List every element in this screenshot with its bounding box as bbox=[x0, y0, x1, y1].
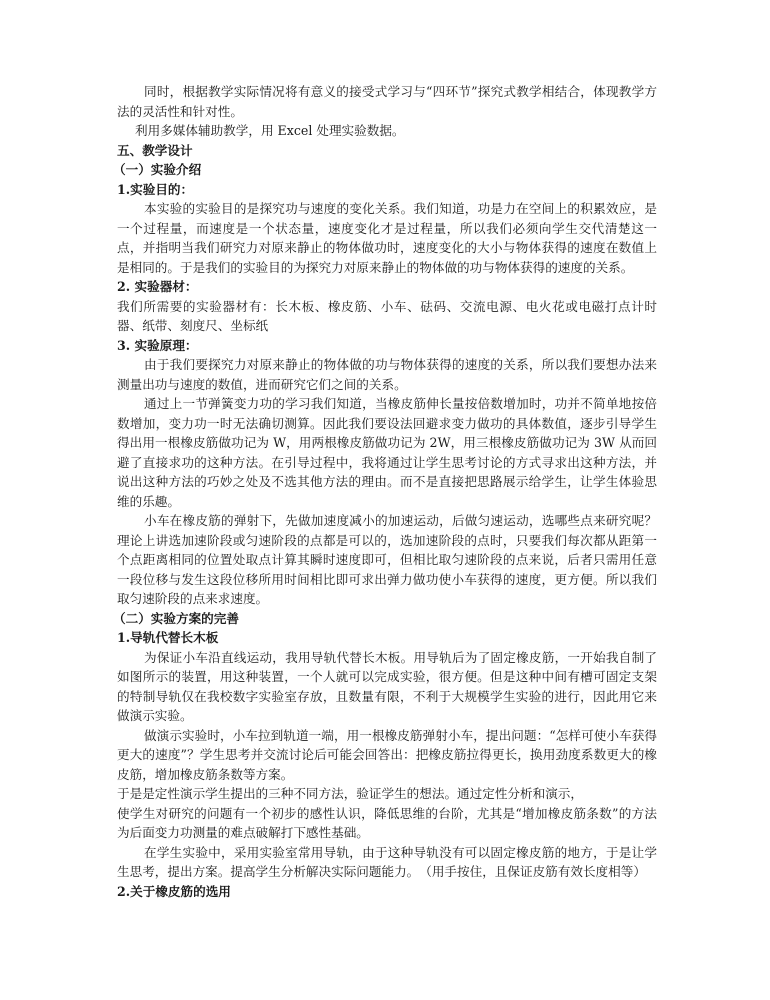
subsection-heading: （一）实验介绍 bbox=[113, 162, 202, 177]
document-body bbox=[113, 82, 657, 901]
item-heading: 2.关于橡皮筋的选用 bbox=[117, 883, 231, 899]
paragraph: 通过上一节弹簧变力功的学习我们知道，当橡皮筋伸长量按倍数增加时，功并不简单地按倍数增加，变力功一时无法确切测算。因此我们要设法回避求变力做功的具体数值，逐步引导学生得出用一根橡皮筋做功记为 W，用两根橡皮筋做功记为 2W，用三根橡皮筋做功记为 3W 从而回避了直接求功的这种方法。在引导过程中，我将通过让学生思考讨论的方式寻求出这种方法，并说出这种方法的巧妙之处及不选其他方法的理由。而不是直接把思路展示给学生，让学生体验思维的乐趣。 bbox=[117, 396, 657, 509]
item-heading: 3. 实验原理： bbox=[117, 337, 198, 353]
paragraph: 我们所需要的实验器材有：长木板、橡皮筋、小车、砝码、交流电源、电火花或电磁打点计时器、纸带、刻度尺、坐标纸 bbox=[117, 298, 657, 333]
paragraph: 于是是定性演示学生提出的三种不同方法，验证学生的想法。通过定性分析和演示， bbox=[117, 786, 583, 801]
paragraph: 使学生对研究的问题有一个初步的感性认识，降低思维的台阶，尤其是“增加橡皮筋条数”的方法为后面变力功测量的难点破解打下感性基础。 bbox=[117, 805, 657, 840]
paragraph: 同时，根据教学实际情况将有意义的接受式学习与“四环节”探究式教学相结合，体现教学方法的灵活性和针对性。 bbox=[117, 84, 657, 119]
section-heading: 五、教学设计 bbox=[117, 142, 193, 158]
paragraph: 做演示实验时，小车拉到轨道一端，用一根橡皮筋弹射小车，提出问题：“怎样可使小车获得更大的速度”？学生思考并交流讨论后可能会回答出：把橡皮筋拉得更长，换用劲度系数更大的橡皮筋，增加橡皮筋条数等方案。 bbox=[117, 727, 657, 782]
paragraph: 利用多媒体辅助教学，用 Excel 处理实验数据。 bbox=[135, 123, 405, 138]
paragraph: 小车在橡皮筋的弹射下，先做加速度减小的加速运动，后做匀速运动，选哪些点来研究呢？理论上讲选加速阶段或匀速阶段的点都是可以的，选加速阶段的点时，只要我们每次都从距第一个点距离相同的位置处取点计算其瞬时速度即可，但相比取匀速阶段的点来说，后者只需用任意一段位移与发生这段位移所用时间相比即可求出弹力做功使小车获得的速度，更方便。所以我们取匀速阶段的点来求速度。 bbox=[117, 513, 657, 606]
item-heading: 1.实验目的： bbox=[117, 181, 194, 197]
item-heading: 1.导轨代替长木板 bbox=[117, 630, 219, 645]
paragraph: 本实验的实验目的是探究功与速度的变化关系。我们知道，功是力在空间上的积累效应，是一个过程量，而速度是一个状态量，速度变化才是过程量，所以我们必须向学生交代清楚这一点，并指明当我们研究力对原来静止的物体做功时，速度变化的大小与物体获得的速度在数值上是相同的。于是我们的实验目的为探究力对原来静止的物体做的功与物体获得的速度的关系。 bbox=[117, 201, 657, 275]
paragraph: 为保证小车沿直线运动，我用导轨代替长木板。用导轨后为了固定橡皮筋，一开始我自制了如图所示的装置，用这种装置，一个人就可以完成实验，很方便。但是这种中间有槽可固定支架的特制导轨仅在我校数字实验室存放，且数量有限，不利于大规模学生实验的进行，因此用它来做演示实验。 bbox=[117, 649, 657, 723]
subsection-heading: （二）实验方案的完善 bbox=[113, 610, 239, 626]
paragraph: 在学生实验中，采用实验室常用导轨，由于这种导轨没有可以固定橡皮筋的地方，于是让学生思考，提出方案。提高学生分析解决实际问题能力。 （用手按住，且保证皮筋有效长度相等） bbox=[117, 844, 657, 879]
paragraph: 由于我们要探究力对原来静止的物体做的功与物体获得的速度的关系，所以我们要想办法来测量出功与速度的数值，进而研究它们之间的关系。 bbox=[117, 357, 657, 392]
item-heading: 2. 实验器材： bbox=[117, 279, 198, 294]
